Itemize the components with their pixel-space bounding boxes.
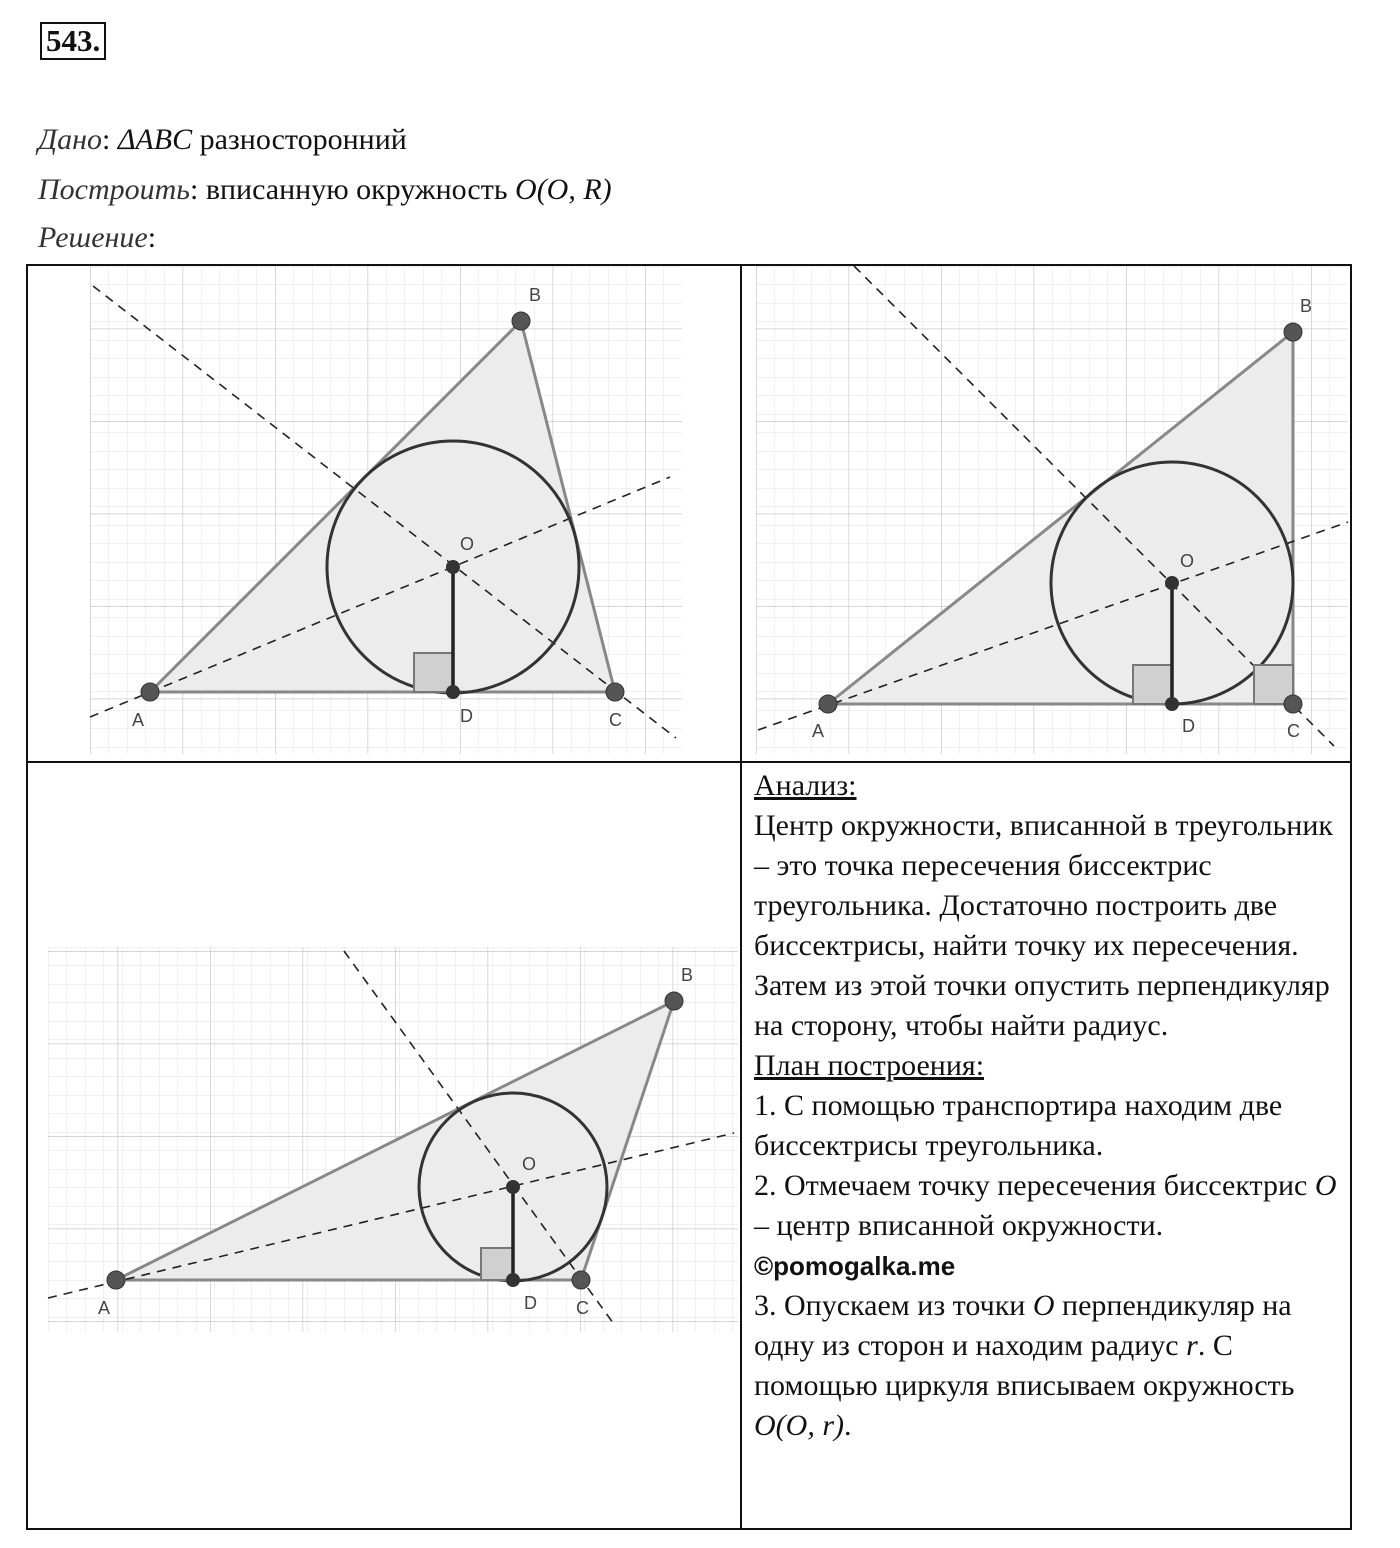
point-d: [1165, 697, 1179, 711]
label-c: C: [609, 710, 622, 730]
label-d: D: [524, 1293, 537, 1313]
point-o: [1165, 576, 1179, 590]
construct-math: O(O, R): [515, 173, 612, 206]
label-a: A: [812, 721, 825, 741]
point-c: [606, 683, 624, 701]
analysis-heading: Анализ:: [754, 769, 857, 802]
plan-step-3: 3. Опускаем из точки O перпендикуляр на одну из сторон и находим радиус r. С помощью циркуля вписываем окружность O(O, r).: [754, 1289, 1295, 1442]
given-triangle: ΔABC: [117, 123, 193, 156]
right-angle-mark: [414, 653, 453, 692]
point-o: [506, 1180, 520, 1194]
point-a: [107, 1271, 125, 1289]
point-b: [665, 992, 683, 1010]
label-d: D: [460, 706, 473, 726]
label-d: D: [1182, 716, 1195, 736]
point-b: [512, 312, 530, 330]
right-angle-mark: [1133, 665, 1172, 704]
label-b: B: [529, 285, 542, 305]
given-label: Дано: [38, 123, 102, 156]
construct-line: Построить: вписанную окружность O(O, R): [38, 173, 612, 206]
analysis-body: Центр окружности, вписанной в треугольник – это точка пересечения биссектрис треугольника. Достаточно построить две биссектрисы, найти точку их пересечения. Затем из этой точки опустить перпендикуляр на сторону, чтобы найти радиус.: [754, 809, 1333, 1042]
figure-3: [28, 763, 740, 1528]
label-a: A: [132, 710, 145, 730]
plan-heading: План построения:: [754, 1049, 985, 1082]
point-d: [446, 685, 460, 699]
analysis-text-cell: [754, 766, 1348, 1446]
label-c: C: [576, 1298, 589, 1318]
plan-step-2: 2. Отмечаем точку пересечения биссектрис O – центр вписанной окружности. ©pomogalka.me: [754, 1169, 1337, 1281]
point-b: [1284, 323, 1302, 341]
plan-step-1: 1. С помощью транспортира находим две биссектрисы треугольника.: [754, 1089, 1283, 1162]
point-a: [141, 683, 159, 701]
solution-table: [26, 264, 1352, 1530]
figure-2: [742, 266, 1352, 761]
label-o: O: [522, 1154, 537, 1174]
solution-line: Решение:: [38, 221, 157, 254]
problem-number: 543.: [40, 22, 106, 60]
point-a: [819, 695, 837, 713]
point-d: [506, 1273, 520, 1287]
label-a: A: [98, 1298, 111, 1318]
label-c: C: [1287, 721, 1300, 741]
label-o: O: [1180, 551, 1195, 571]
solution-label: Решение: [38, 221, 148, 254]
point-c: [572, 1271, 590, 1289]
watermark: ©pomogalka.me: [754, 1251, 956, 1281]
label-o: O: [460, 534, 475, 554]
figure-1: [28, 266, 740, 761]
label-b: B: [1300, 296, 1313, 316]
label-b: B: [681, 965, 694, 985]
given-text: разносторонний: [192, 123, 407, 156]
given-line: Дано: ΔABC разносторонний: [38, 123, 407, 156]
construct-label: Построить: [38, 173, 190, 206]
point-o: [446, 560, 460, 574]
point-c: [1284, 695, 1302, 713]
construct-text: вписанную окружность: [198, 173, 516, 206]
